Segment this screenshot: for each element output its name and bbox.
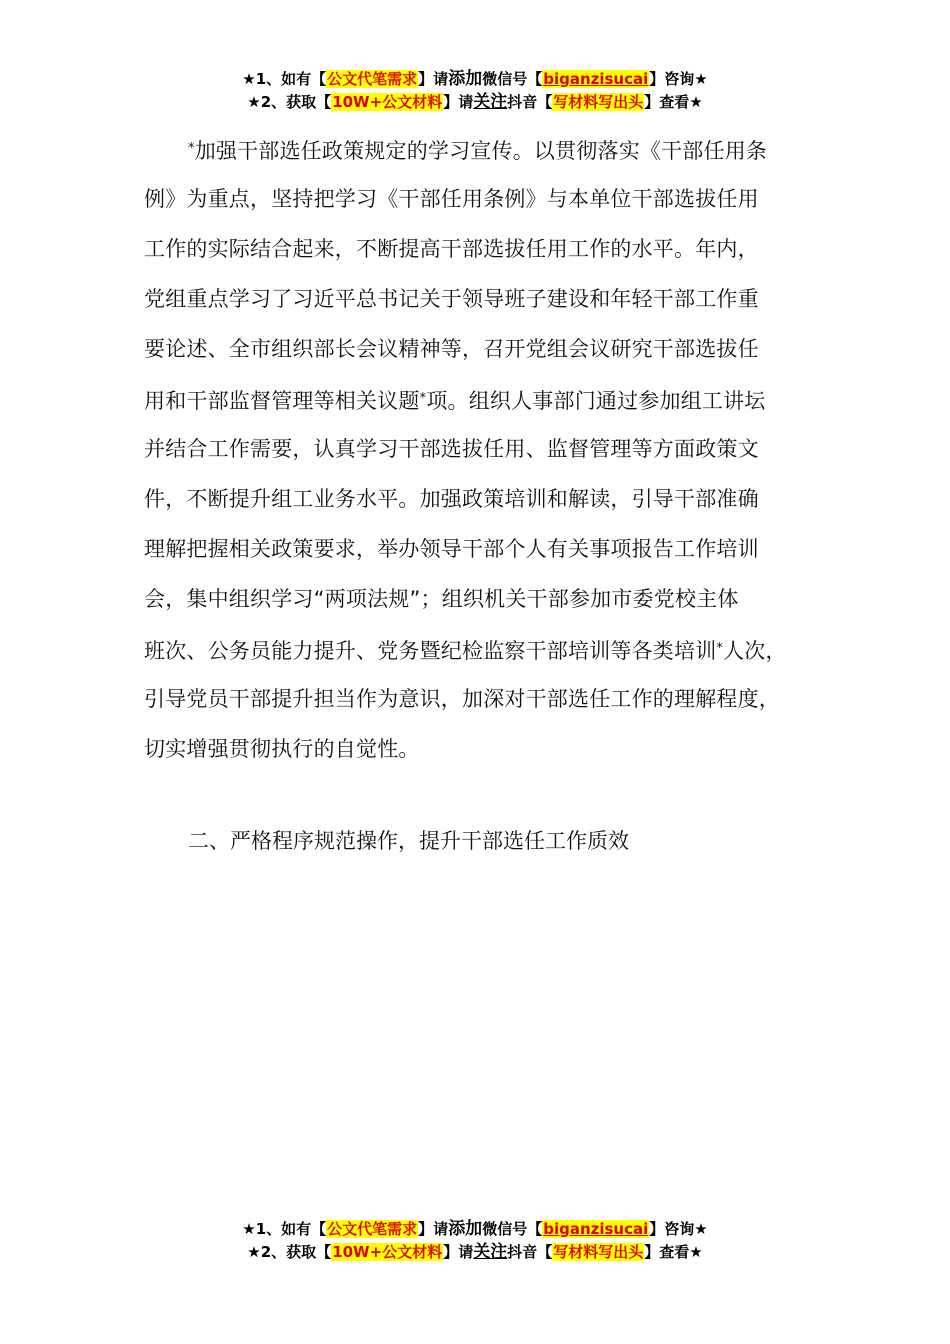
paragraph-line: 要论述、全市组织部长会议精神等，召开党组会议研究干部选拔任 [144, 337, 759, 361]
body-paragraph [144, 124, 834, 774]
promo-text: 】请 [443, 93, 474, 111]
promo-text: 】请 [443, 1243, 474, 1261]
promo-emphasis: 关注 [473, 92, 508, 112]
promo-highlight: 10W+公文材料 [332, 93, 443, 111]
promo-text: 】请 [418, 70, 449, 88]
promo-text: 抖音【 [507, 93, 553, 111]
douyin-account-highlight: 写材料写出头 [553, 93, 644, 111]
promo-text: ★1、如有【 [242, 1220, 327, 1238]
promo-emphasis: 关注 [473, 1242, 508, 1262]
promo-highlight: 公文代笔需求 [327, 70, 418, 88]
promo-line-1 [0, 1218, 950, 1241]
paragraph-line: 党组重点学习了习近平总书记关于领导班子建设和年轻干部工作重 [144, 287, 759, 311]
promo-emphasis: 添加 [448, 1219, 483, 1239]
promo-text: ★2、获取【 [247, 93, 332, 111]
promo-banner-bottom [0, 1218, 950, 1264]
promo-line-1 [0, 68, 950, 91]
promo-text: 】查看★ [644, 93, 703, 111]
paragraph-line: 会，集中组织学习“两项法规”；组织机关干部参加市委党校主体 [144, 587, 739, 611]
promo-highlight: 公文代笔需求 [327, 1220, 418, 1238]
paragraph-line: 例》为重点，坚持把学习《干部任用条例》与本单位干部选拔任用 [144, 187, 759, 211]
promo-highlight: 10W+公文材料 [332, 1243, 443, 1261]
paragraph-line: 件，不断提升组工业务水平。加强政策培训和解读，引导干部准确 [144, 487, 759, 511]
douyin-account-highlight: 写材料写出头 [553, 1243, 644, 1261]
promo-text: 】查看★ [644, 1243, 703, 1261]
promo-banner-top [0, 68, 950, 114]
promo-text: 】咨询★ [649, 1220, 708, 1238]
promo-text: 微信号【 [482, 1220, 543, 1238]
section-heading: 二、严格程序规范操作，提升干部选任工作质效 [188, 829, 629, 853]
placeholder-mark: * [419, 391, 427, 406]
paragraph-line: 工作的实际结合起来，不断提高干部选拔任用工作的水平。年内， [144, 237, 759, 261]
promo-line-2 [0, 91, 950, 114]
paragraph-line: 理解把握相关政策要求，举办领导干部个人有关事项报告工作培训 [144, 537, 759, 561]
paragraph-line: 用和干部监督管理等相关议题*项。组织人事部门通过参加组工讲坛 [144, 389, 766, 413]
paragraph-line: 并结合工作需要，认真学习干部选拔任用、监督管理等方面政策文 [144, 437, 759, 461]
paragraph-line: *加强干部选任政策规定的学习宣传。以贯彻落实《干部任用条 [188, 139, 768, 163]
wechat-id-highlight: biganzisucai [543, 1220, 649, 1238]
promo-text: 】请 [418, 1220, 449, 1238]
promo-text: ★2、获取【 [247, 1243, 332, 1261]
promo-line-2 [0, 1241, 950, 1264]
wechat-id-highlight: biganzisucai [543, 70, 649, 88]
paragraph-line: 引导党员干部提升担当作为意识，加深对干部选任工作的理解程度， [144, 687, 780, 711]
promo-text: 抖音【 [507, 1243, 553, 1261]
placeholder-mark: * [188, 141, 195, 156]
promo-text: ★1、如有【 [242, 70, 327, 88]
paragraph-line: 班次、公务员能力提升、党务暨纪检监察干部培训等各类培训*人次， [144, 639, 787, 663]
promo-text: 微信号【 [482, 70, 543, 88]
paragraph-line: 切实增强贯彻执行的自觉性。 [144, 737, 420, 761]
placeholder-mark: * [716, 641, 724, 656]
promo-emphasis: 添加 [448, 69, 483, 89]
promo-text: 】咨询★ [649, 70, 708, 88]
